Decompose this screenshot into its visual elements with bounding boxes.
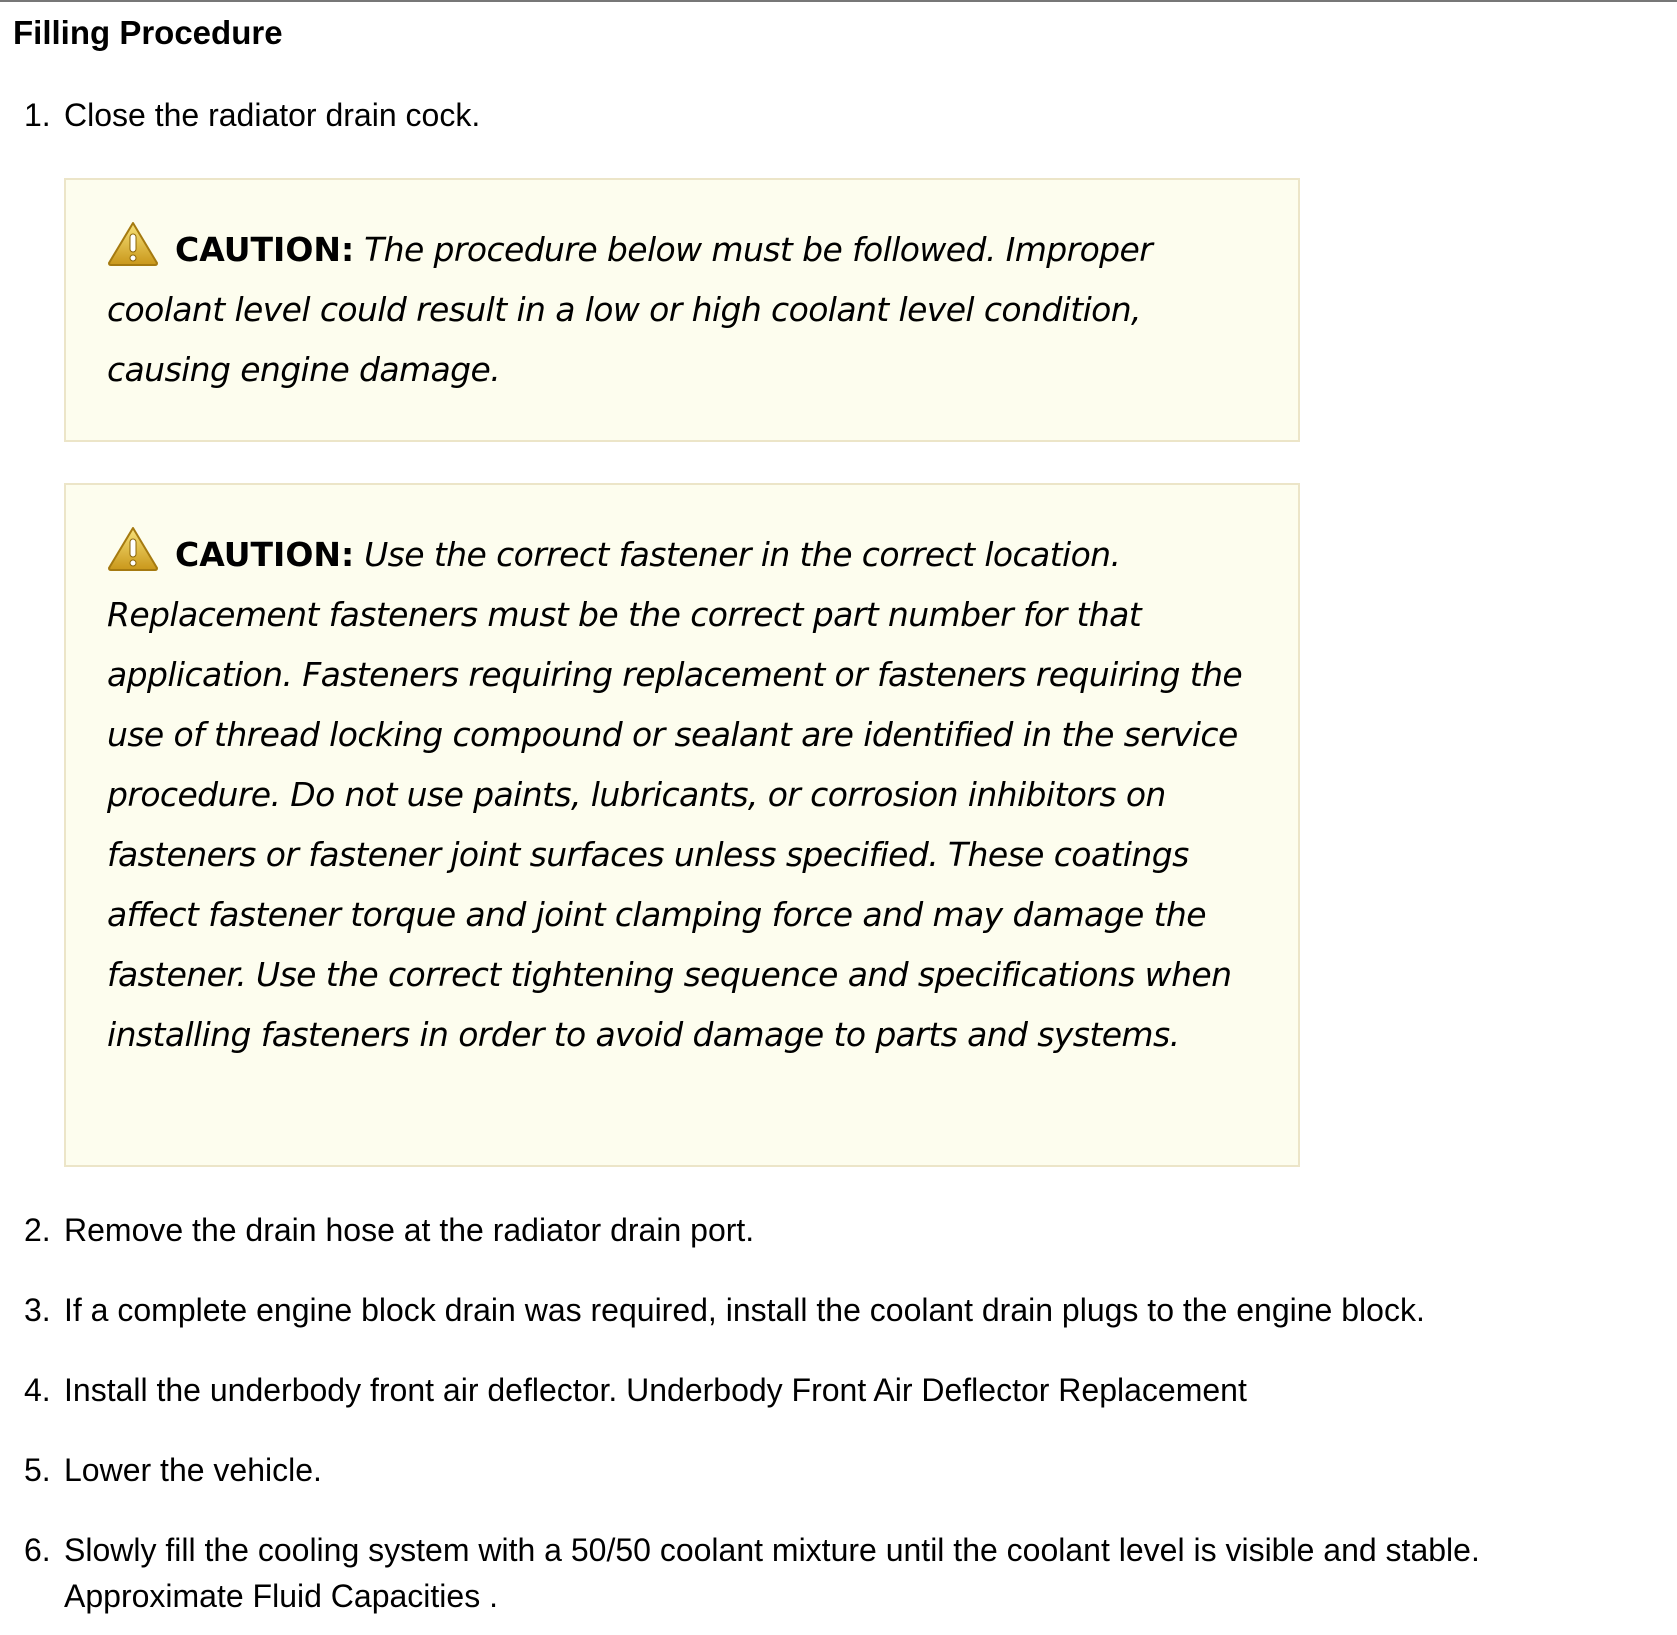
step-number: 6.	[24, 1532, 51, 1568]
caution-box	[64, 178, 1300, 442]
caution-text: The procedure below must be followed. Improper coolant level could result in a low or high coolant level condition, causing engine damage.	[107, 230, 1153, 389]
step-number: 2.	[24, 1212, 51, 1248]
step-trail: .	[480, 1578, 498, 1614]
step-text: Close the radiator drain cock.	[64, 97, 481, 133]
underbody-deflector-link[interactable]: Underbody Front Air Deflector Replacement	[626, 1372, 1247, 1408]
warning-triangle-icon	[107, 221, 159, 267]
step-number: 1.	[24, 97, 51, 133]
page-title: Filling Procedure	[13, 14, 283, 51]
step-number: 5.	[24, 1452, 51, 1488]
step-number: 4.	[24, 1372, 51, 1408]
step-3	[24, 1287, 1425, 1333]
step-number: 3.	[24, 1292, 51, 1328]
step-text: Lower the vehicle.	[64, 1452, 322, 1488]
step-5	[24, 1447, 322, 1493]
step-text: If a complete engine block drain was required, install the coolant drain plugs to the engine block.	[64, 1292, 1425, 1328]
step-1	[24, 92, 480, 138]
step-text: Install the underbody front air deflector.	[64, 1372, 618, 1408]
step-text: Slowly fill the cooling system with a 50/50 coolant mixture until the coolant level is visible and stable.	[64, 1532, 1480, 1568]
caution-text: Use the correct fastener in the correct location. Replacement fasteners must be the correct part number for that application. Fasteners requiring replacement or fasteners requiring the use of thread locking compound or sealant are identified in the service procedure. Do not use paints, lubricants, or corrosion inhibitors on fasteners or fastener joint surfaces unless specified. These coatings affect fastener torque and joint clamping force and may damage the fastener. Use the correct tightening sequence and specifications when installing fasteners in order to avoid damage to parts and systems.	[107, 535, 1243, 1054]
fluid-capacities-link[interactable]: Approximate Fluid Capacities	[64, 1578, 481, 1614]
step-text: Remove the drain hose at the radiator drain port.	[64, 1212, 755, 1248]
step-2	[24, 1207, 754, 1253]
caution-label: CAUTION:	[175, 535, 355, 574]
caution-box	[64, 483, 1300, 1167]
caution-label: CAUTION:	[175, 230, 355, 269]
step-4	[24, 1367, 1247, 1413]
step-6	[24, 1527, 1664, 1619]
warning-triangle-icon	[107, 526, 159, 572]
top-divider	[0, 0, 1677, 2]
